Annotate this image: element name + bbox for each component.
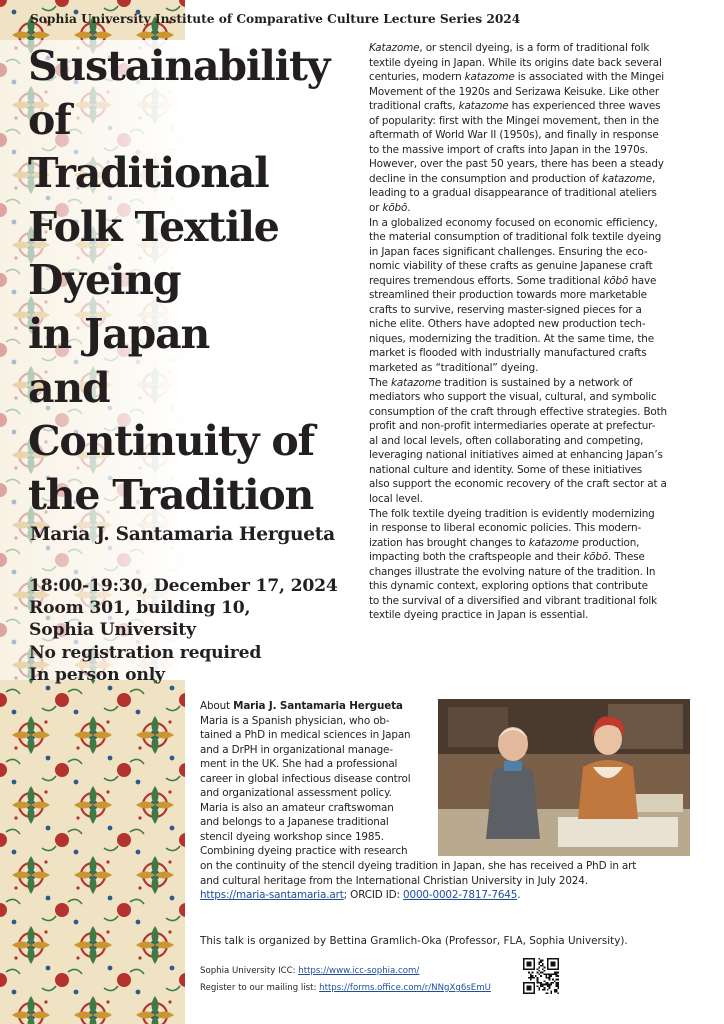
bio-line: and belongs to a Japanese traditional [200, 816, 389, 829]
title-line: the Tradition [28, 470, 314, 519]
abstract-line: profit and non-profit intermediaries operate at prefectur- [369, 420, 656, 433]
title-line: and [28, 363, 110, 412]
bio-line: Maria is a Spanish physician, who ob- [200, 714, 390, 727]
abstract-line: aftermath of World War II (1950s), and finally in response [369, 129, 659, 142]
abstract-line: ization has brought changes to katazome production, [369, 536, 640, 549]
abstract-line: local level. [369, 492, 423, 505]
abstract-line: or kōbō. [369, 202, 411, 215]
abstract-line: also support the economic recovery of the craft sector at a [369, 478, 667, 491]
abstract-line: streamlined their production towards more marketable [369, 289, 647, 302]
abstract-line: The folk textile dyeing tradition is evidently modernizing [369, 507, 655, 520]
abstract-line: this dynamic context, exploring options that contribute [369, 580, 648, 593]
event-registration: No registration required [29, 642, 262, 663]
title-line: Traditional [28, 149, 269, 198]
bio-line: Combining dyeing practice with research [200, 845, 408, 858]
title-line: Folk Textile [28, 202, 279, 251]
title-line: in Japan [28, 309, 210, 358]
event-time: 18:00-19:30, December 17, 2024 [29, 576, 338, 596]
title-line: Dyeing [28, 256, 181, 305]
mailing-list-link[interactable]: https://forms.office.com/r/NNgXg6sEmU [319, 983, 491, 993]
bio-line: and organizational assessment policy. [200, 787, 392, 800]
abstract-line: changes illustrate the evolving nature of the tradition. In [369, 565, 656, 578]
event-details [29, 575, 338, 686]
icc-website-line: Sophia University ICC: https://www.icc-sophia.com/ [200, 966, 420, 976]
abstract-line: niche elite. Others have adopted new production tech- [369, 318, 646, 331]
abstract-line: In a globalized economy focused on economic efficiency, [369, 216, 658, 229]
speaker-photo [438, 699, 690, 856]
abstract-line: in Japan faces significant challenges. Ensuring the eco- [369, 245, 648, 258]
organizer-note: This talk is organized by Bettina Gramlich-Oka (Professor, FLA, Sophia University). [200, 935, 628, 947]
lecture-series-heading: Sophia University Institute of Comparative Culture Lecture Series 2024 [30, 12, 521, 26]
lecture-title [28, 40, 368, 522]
orcid-link[interactable]: 0000-0002-7817-7645 [403, 889, 518, 902]
abstract-line: niques, modernizing the tradition. At the same time, the [369, 332, 654, 345]
bio-line: career in global infectious disease control [200, 772, 411, 785]
abstract-line: textile dyeing in Japan. While its origins date back several [369, 56, 662, 69]
event-format: In person only [29, 664, 165, 685]
abstract-line: marketed as “traditional” dyeing. [369, 362, 539, 375]
qr-code-icon[interactable] [523, 958, 559, 994]
bio-line: stencil dyeing workshop since 1985. [200, 830, 384, 843]
title-line: of [28, 95, 71, 144]
bio-line: Maria is also an amateur craftswoman [200, 801, 394, 814]
abstract-line: However, over the past 50 years, there has been a steady [369, 158, 664, 171]
bio-line: on the continuity of the stencil dyeing tradition in Japan, she has received a PhD in art [200, 860, 637, 873]
abstract-line: leveraging national initiatives aimed at enhancing Japan’s [369, 449, 663, 462]
event-venue: Sophia University [29, 620, 196, 641]
website-link[interactable]: https://maria-santamaria.art [200, 889, 344, 902]
lecture-abstract [369, 41, 699, 623]
abstract-line: in response to liberal economic policies. This modern- [369, 522, 642, 535]
abstract-line: the material consumption of traditional folk textile dyeing [369, 231, 662, 244]
abstract-line: traditional crafts, katazome has experienced three waves [369, 100, 661, 113]
bio-line: and a DrPH in organizational manage- [200, 743, 393, 756]
abstract-line: mediators who support the visual, cultural, and symbolic [369, 391, 657, 404]
abstract-line: textile dyeing practice in Japan is essential. [369, 609, 589, 622]
abstract-line: crafts to survive, reserving master-signed pieces for a [369, 303, 642, 316]
bio-line: ment in the UK. She had a professional [200, 758, 398, 771]
abstract-line: centuries, modern katazome is associated with the Mingei [369, 71, 664, 84]
abstract-line: market is flooded with industrially manufactured crafts [369, 347, 647, 360]
abstract-line: nomic viability of these crafts as genuine Japanese craft [369, 260, 653, 273]
abstract-line: requires tremendous efforts. Some traditional kōbō have [369, 274, 657, 287]
bio-speaker-name: Maria J. Santamaria Hergueta [233, 700, 403, 712]
abstract-line: al and local levels, often collaborating and competing, [369, 434, 644, 447]
abstract-line: to the survival of a diversified and vibrant traditional folk [369, 594, 658, 607]
abstract-line: Movement of the 1920s and Serizawa Keisuke. Like other [369, 85, 659, 98]
abstract-line: Katazome, or stencil dyeing, is a form of traditional folk [369, 42, 650, 54]
bio-line: tained a PhD in medical sciences in Japan [200, 729, 411, 742]
abstract-line: consumption of the craft through effective strategies. Both [369, 405, 667, 418]
title-line: Sustainability [28, 42, 330, 90]
title-line: Continuity of [28, 417, 314, 466]
abstract-line: of popularity: first with the Mingei movement, then in the [369, 114, 659, 127]
bio-links: https://maria-santamaria.art; ORCID ID: 0000-0002-7817-7645. [200, 889, 521, 902]
bio-heading: About Maria J. Santamaria Hergueta [200, 700, 403, 712]
speaker-name: Maria J. Santamaria Hergueta [30, 524, 335, 545]
abstract-line: impacting both the craftspeople and their kōbō. These [369, 551, 645, 564]
icc-website-link[interactable]: https://www.icc-sophia.com/ [298, 966, 420, 976]
abstract-line: decline in the consumption and production of katazome, [369, 172, 656, 185]
bio-line: and cultural heritage from the International Christian University in July 2024. [200, 874, 588, 887]
event-room: Room 301, building 10, [29, 598, 251, 619]
abstract-line: leading to a gradual disappearance of traditional ateliers [369, 187, 657, 200]
abstract-line: to the massive import of crafts into Japan in the 1970s. [369, 143, 649, 156]
mailing-list-line: Register to our mailing list: https://forms.office.com/r/NNgXg6sEmU [200, 983, 491, 993]
abstract-line: The katazome tradition is sustained by a network of [369, 376, 633, 389]
abstract-line: national culture and identity. Some of these initiatives [369, 463, 643, 476]
